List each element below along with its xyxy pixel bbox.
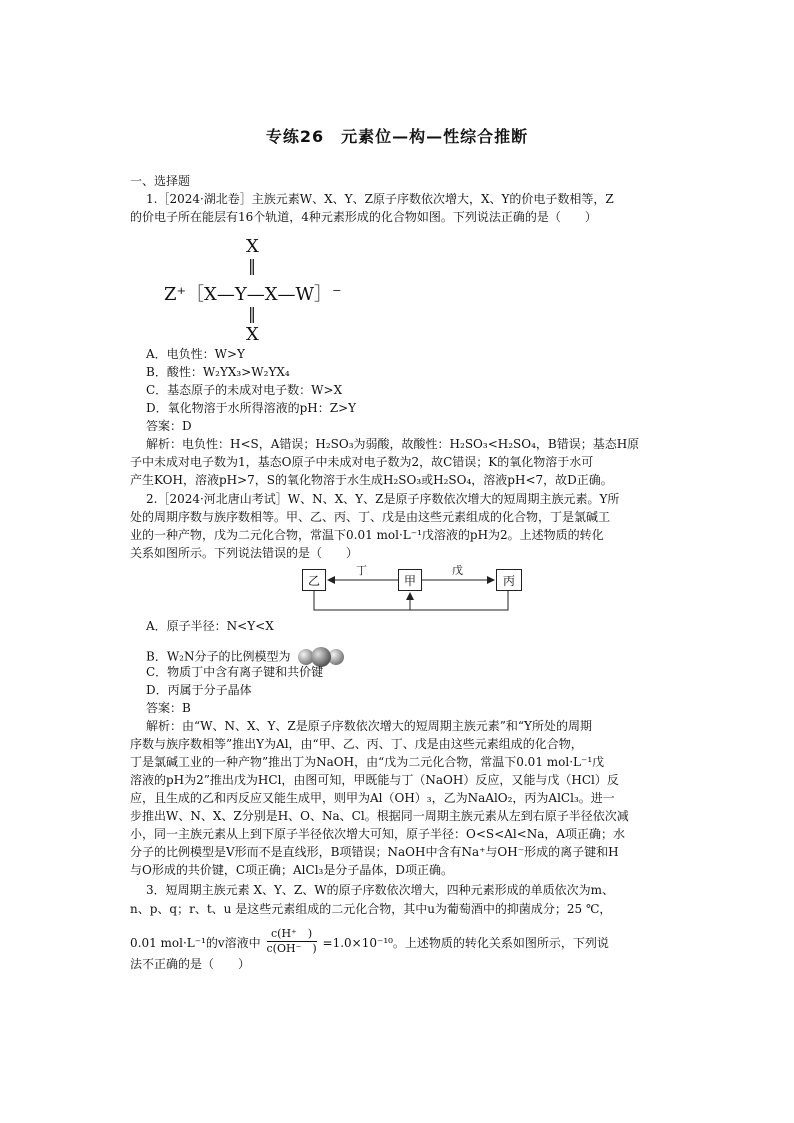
q2-flow-diagram: [300, 564, 525, 614]
q1-stem-line-1: 1.［2024·湖北卷］主族元素W、X、Y、Z原子序数依次增大，X、Y的价电子数相等，Z: [146, 192, 614, 206]
q2-explanation-line-3: 丁是氯碱工业的一种产物”推出丁为NaOH，由“戊为二元化合物，常温下0.01 mol·L⁻¹戊: [130, 755, 605, 769]
box-bing: 丙: [496, 569, 522, 591]
q1-explanation-line-3: 产生KOH，溶液pH>7，S的氧化物溶于水生成H₂SO₃或H₂SO₄，溶液pH<7，故D正确。: [130, 473, 613, 487]
q2-stem-line-1: 2.［2024·河北唐山考试］W、N、X、Y、Z是原子序数依次增大的短周期主族元素。Y所: [146, 492, 620, 506]
q1-option-c: C．基态原子的未成对电子数：W>X: [146, 383, 343, 397]
struct-top-double-bond: ‖: [248, 256, 256, 275]
section-heading: 一、选择题: [130, 174, 191, 188]
q2-stem-line-2: 处的周期序数与族序数相等。甲、乙、丙、丁、戊是由这些元素组成的化合物，丁是氯碱工: [130, 510, 611, 524]
box-yi: 乙: [302, 569, 326, 591]
q2-option-b-text: B．W₂N分子的比例模型为: [146, 649, 291, 664]
struct-bottom-x: X: [246, 324, 259, 345]
q3-stem-line-3-end: =1.0×10⁻¹⁰。上述物质的转化关系如图所示，下列说: [322, 936, 609, 950]
q2-option-a: A．原子半径：N<Y<X: [146, 619, 274, 633]
q1-explanation-line-1: 解析：电负性：H<S，A错误；H₂SO₃为弱酸，故酸性：H₂SO₃<H₂SO₄，B错误；基态H原: [146, 437, 640, 451]
q3-fraction-denominator: c(OH⁻ ): [266, 942, 317, 955]
q1-option-a: A．电负性：W>Y: [146, 347, 245, 361]
q2-stem-line-4: 关系如图所示。下列说法错误的是（ ）: [130, 546, 359, 560]
q1-stem-line-2: 的价电子所在能层有16个轨道，4种元素形成的化合物如图。下列说法正确的是（ ）: [130, 210, 597, 224]
label-ding: 丁: [356, 564, 367, 577]
q3-stem-line-1: 3．短周期主族元素 X、Y、Z、W的原子序数依次增大，四种元素形成的单质依次为m、: [146, 883, 614, 897]
q2-explanation-line-4: 溶液的pH为2”推出戊为HCl，由图可知，甲既能与丁（NaOH）反应，又能与戊（HCl）反: [130, 773, 619, 787]
q1-answer: 答案：D: [146, 419, 192, 433]
q3-fraction-numerator: c(H⁺ ): [267, 927, 317, 942]
struct-top-x: X: [246, 236, 259, 257]
q2-answer: 答案：B: [146, 701, 191, 715]
q1-explanation-line-2: 子中未成对电子数为1，基态O原子中未成对电子数为2，故C错误；K的氧化物溶于水可: [130, 455, 594, 469]
q2-explanation-line-5: 应，且生成的乙和丙反应又能生成甲，则甲为Al（OH）₃，乙为NaAlO₂，丙为AlCl₃。进一: [130, 791, 615, 805]
return-line-bottom: [314, 591, 508, 610]
q3-stem-line-4: 法不正确的是（ ）: [130, 957, 251, 971]
page-title: 专练26 元素位—构—性综合推断: [265, 127, 529, 146]
box-jia: 甲: [398, 569, 422, 591]
q2-stem-line-3: 业的一种产物，戊为二元化合物，常温下0.01 mol·L⁻¹戊溶液的pH为2。上述物质的转化: [130, 528, 604, 542]
q2-explanation-line-2: 序数与族序数相等”推出Y为Al，由“甲、乙、丙、丁、戊是由这些元素组成的化合物，: [130, 737, 583, 751]
q2-explanation-line-9: 与O形成的共价键，C项正确；AlCl₃是分子晶体，D项正确。: [130, 863, 453, 877]
struct-bottom-double-bond: ‖: [248, 304, 256, 323]
q2-explanation-line-1: 解析：由“W、N、X、Y、Z是原子序数依次增大的短周期主族元素”和“Y所处的周期: [146, 719, 592, 733]
q1-structure-formula: [164, 236, 384, 348]
q3-stem-line-3-start: 0.01 mol·L⁻¹的v溶液中: [130, 936, 261, 950]
q2-option-c: C．物质丁中含有离子键和共价键: [146, 665, 324, 679]
q3-stem-line-3: [130, 929, 690, 958]
q3-fraction: [267, 927, 317, 956]
q2-explanation-line-7: 小，同一主族元素从上到下原子半径依次增大可知，原子半径：O<S<Al<Na，A项正确；水: [130, 827, 626, 841]
label-wu: 戊: [452, 564, 463, 577]
q2-option-d: D．丙属于分子晶体: [146, 683, 252, 697]
q1-option-d: D．氧化物溶于水所得溶液的pH：Z>Y: [146, 401, 357, 415]
q3-stem-line-2: n、p、q；r、t、u 是这些元素组成的二元化合物，其中u为葡萄酒中的抑菌成分；25 ℃，: [130, 902, 612, 916]
q1-option-b: B．酸性：W₂YX₃>W₂YX₄: [146, 365, 290, 379]
q2-explanation-line-6: 步推出W、N、X、Z分别是H、O、Na、Cl。根据同一周期主族元素从左到右原子半径依次减: [130, 809, 629, 823]
q2-explanation-line-8: 分子的比例模型是V形而不是直线形，B项错误；NaOH中含有Na⁺与OH⁻形成的离子键和H: [130, 845, 619, 859]
struct-main-chain: Z⁺［X—Y—X—W］⁻: [164, 284, 342, 305]
